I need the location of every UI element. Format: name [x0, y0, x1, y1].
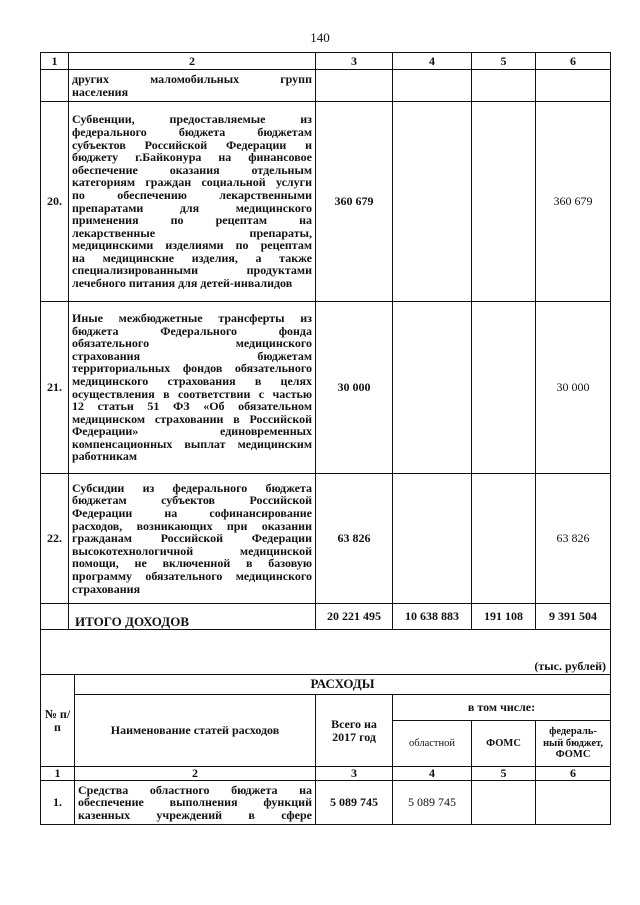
row-description: Субсидии из федерального бюджета бюджетам субъектов Российской Федерации на софинансирование расходов, возникающих при оказании гражданам Российской Федерации высокотехнологичной медицинской помощи, не включенной в базовую программу обязательного медицинского страхования [69, 474, 316, 604]
expenses-table [40, 674, 611, 825]
federal-value [536, 781, 611, 825]
row-number: 21. [41, 302, 69, 474]
row-number: 1. [41, 781, 75, 825]
col-number: 2 [75, 767, 316, 781]
row-number: 20. [41, 102, 69, 302]
table-row [41, 102, 611, 302]
col-number: 2 [69, 53, 316, 70]
row-description: Иные межбюджетные трансферты из бюджета Федерального фонда обязательного медицинского страхования бюджетам территориальных фондов обязательного медицинского страхования в целях осуществления в соответствии с частью 12 статьи 51 ФЗ «Об обязательном медицинском страховании в Российской Федерации» единовременных компенсационных выплат медицинским работникам [69, 302, 316, 474]
total-row [41, 604, 611, 630]
col-number: 4 [393, 767, 472, 781]
spacer-row [41, 630, 611, 678]
table-row [41, 302, 611, 474]
col-number: 1 [41, 53, 69, 70]
number-header: № п/п [41, 675, 75, 767]
continued-row [41, 70, 611, 102]
row-description: Субвенции, предоставляемые из федерального бюджета бюджетам субъектов Российской Федерации и бюджету г.Байконура на финансовое обеспечение оказания отдельным категориям граждан социальной услуги по обеспечению лекарственными препаратами для медицинского применения по рецептам на лекарственные препараты, медицинскими изделиями по рецептам на медицинские изделия, а также специализированными продуктами лечебного питания для детей-инвалидов [69, 102, 316, 302]
federal-value: 360 679 [536, 102, 611, 302]
row-description: Средства областного бюджета на обеспечение выполнения функций казенных учреждений в сфере [75, 781, 316, 825]
regional-value [393, 474, 472, 604]
foms-value: 191 108 [472, 604, 536, 630]
total-value: 63 826 [316, 474, 393, 604]
table-row [41, 474, 611, 604]
income-table [40, 52, 611, 678]
total-value: 5 089 745 [316, 781, 393, 825]
regional-value [393, 302, 472, 474]
foms-value [472, 781, 536, 825]
col-number: 4 [393, 53, 472, 70]
col-number: 6 [536, 767, 611, 781]
foms-value [472, 102, 536, 302]
federal-value: 63 826 [536, 474, 611, 604]
total-value: 30 000 [316, 302, 393, 474]
foms-value [472, 302, 536, 474]
regional-value: 5 089 745 [393, 781, 472, 825]
row-number: 22. [41, 474, 69, 604]
row-description: других маломобильных групп населения [69, 70, 316, 102]
foms-header: ФОМС [472, 721, 536, 767]
col-number: 5 [472, 767, 536, 781]
federal-header: федераль-ный бюджет, ФОМС [536, 721, 611, 767]
table-row [41, 781, 611, 825]
expenses-column-numbers-row [41, 767, 611, 781]
total-value: 20 221 495 [316, 604, 393, 630]
units-label: (тыс. рублей) [534, 659, 606, 673]
total-label: ИТОГО ДОХОДОВ [69, 604, 316, 630]
name-header: Наименование статей расходов [75, 695, 316, 767]
col-number: 3 [316, 53, 393, 70]
col-number: 5 [472, 53, 536, 70]
income-column-numbers-row [41, 53, 611, 70]
regional-value [393, 102, 472, 302]
col-number: 3 [316, 767, 393, 781]
regional-header: областной [393, 721, 472, 767]
page-number: 140 [310, 30, 330, 45]
total-header: Всего на 2017 год [316, 695, 393, 767]
federal-value: 9 391 504 [536, 604, 611, 630]
regional-value: 10 638 883 [393, 604, 472, 630]
including-header: в том числе: [393, 695, 611, 721]
total-value: 360 679 [316, 102, 393, 302]
federal-value: 30 000 [536, 302, 611, 474]
foms-value [472, 474, 536, 604]
col-number: 6 [536, 53, 611, 70]
expenses-title: РАСХОДЫ [75, 675, 611, 695]
col-number: 1 [41, 767, 75, 781]
